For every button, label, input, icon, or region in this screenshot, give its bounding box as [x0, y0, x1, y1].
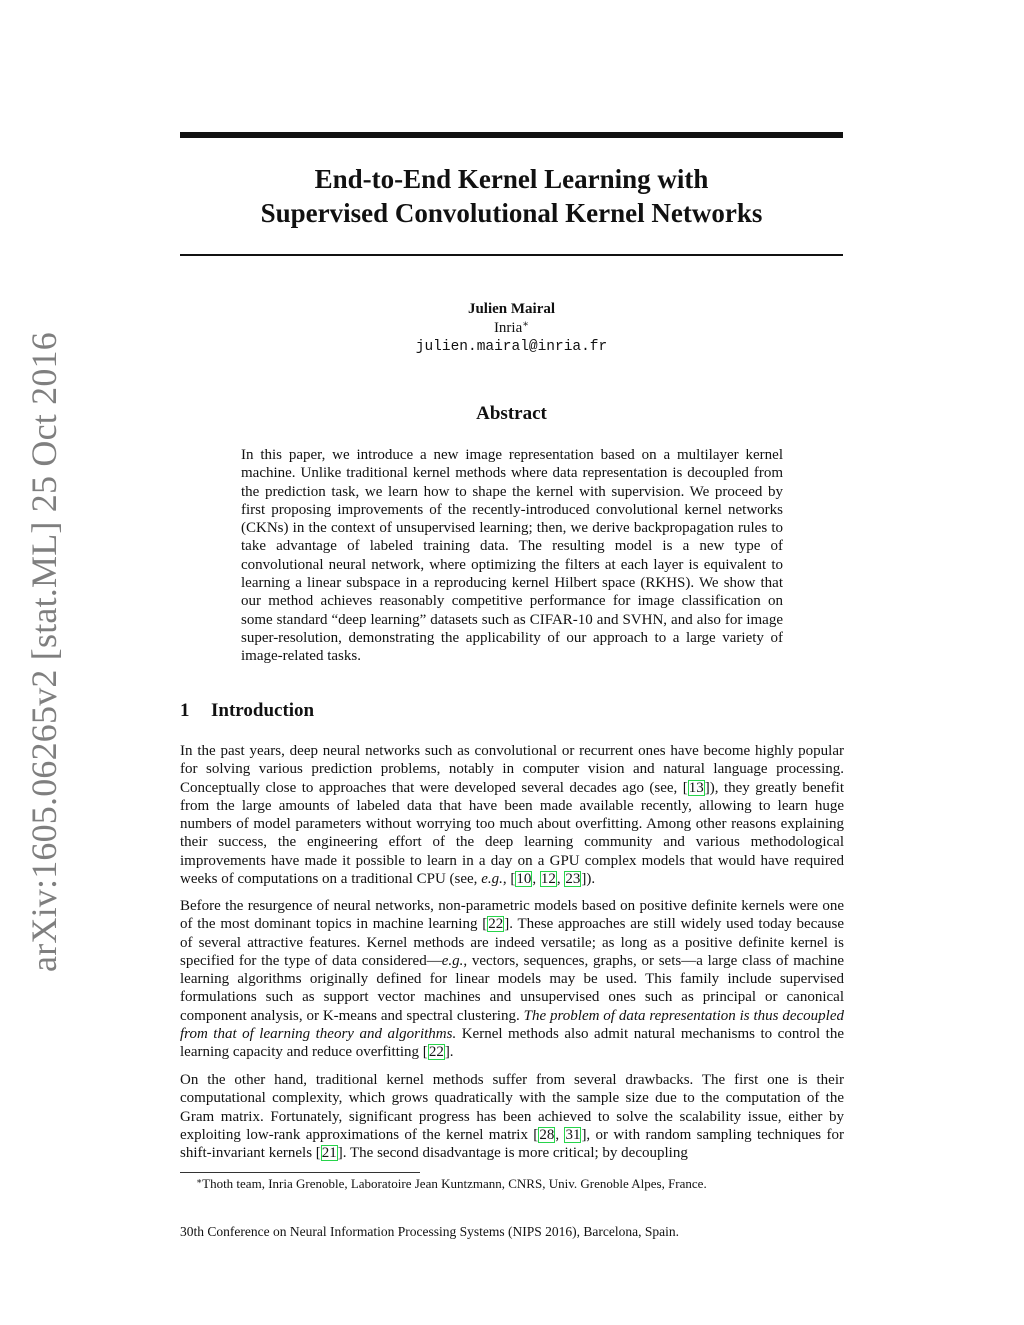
citation-link[interactable]: 22 [428, 1044, 444, 1061]
paragraph-text: , vectors, sequences, graphs, or sets—a large class of machine learning algorithms originally defined for linear models may be used. This family include supervised formulations such as support vector machines and unsupervised ones such as principal or canonical component analysis, or K-means and spectral clustering. [180, 952, 845, 1024]
footnote [196, 1176, 707, 1192]
paper-title-line-2: Supervised Convolutional Kernel Networks [260, 198, 763, 228]
footnote-rule [180, 1172, 420, 1173]
footnote-mark: ∗ [196, 1176, 203, 1186]
author-affiliation [180, 319, 843, 338]
citation-link[interactable]: 12 [540, 871, 556, 888]
title-bottom-rule [180, 254, 843, 256]
arxiv-identifier-stamp: arXiv:1605.06265v2 [stat.ML] 25 Oct 2016 [24, 332, 64, 972]
paragraph-text: ], or with random sampling techniques for shift-invariant kernels [ [180, 1126, 844, 1162]
paragraph-text: On the other hand, traditional kernel methods suffer from several drawbacks. The first one is their computational complexity, which grows quadratically with the sample size due to the computation of the Gram matrix. Fortunately, significant progress has been achieved to solve the scalability issue, either by exploiting low-rank approximations of the kernel matrix [ [180, 1072, 844, 1143]
paragraph-text: ]. The second disadvantage is more critical; by decoupling [337, 1145, 688, 1162]
paragraph-text: ]. [444, 1044, 454, 1061]
citation-link[interactable]: 31 [565, 1126, 581, 1143]
citation-link[interactable]: 10 [516, 871, 532, 888]
citation-link[interactable]: 23 [565, 871, 581, 888]
conference-venue-note: 30th Conference on Neural Information Processing Systems (NIPS 2016), Barcelona, Spain. [180, 1224, 680, 1239]
affiliation-footnote-mark[interactable]: ∗ [522, 319, 530, 330]
section-heading-introduction [180, 700, 314, 722]
footnote-text: Thoth team, Inria Grenoble, Laboratoire Jean Kuntzmann, CNRS, Univ. Grenoble Alpes, France. [202, 1176, 707, 1191]
author-name: Julien Mairal [467, 301, 556, 317]
citation-link[interactable]: 28 [539, 1126, 555, 1143]
abstract-text: In this paper, we introduce a new image representation based on a multilayer kernel machine. Unlike traditional kernel methods where data representation is decoupled from the prediction task, we learn how to shape the kernel with supervision. We proceed by first proposing improvements of the recently-introduced convolutional kernel networks (CKNs) in the context of unsupervised learning; then, we derive backpropagation rules to take advantage of labeled training data. The resulting model is a new type of convolutional neural network, where optimizing the filters at each layer is equivalent to learning a linear subspace in a reproducing kernel Hilbert space (RKHS). We show that our method achieves reasonably competitive performance for image classification on some standard “deep learning” datasets such as CIFAR-10 and SVHN, and also for image super-resolution, demonstrating the applicability of our approach to a large variety of image-related tasks. [241, 447, 783, 665]
intro-paragraph-2 [180, 897, 844, 1062]
paragraph-text: ]). [581, 871, 596, 888]
section-number: 1 [180, 700, 190, 721]
intro-paragraph-1 [180, 742, 844, 888]
paragraph-italic-text: e.g. [481, 871, 503, 888]
intro-paragraph-3 [180, 1071, 844, 1162]
title-top-rule [180, 132, 843, 138]
paragraph-text: ]), they greatly benefit from the large amounts of labeled data that have been made available recently, allowing to learn huge numbers of model parameters without worrying too much about overfitting. Among other reasons explaining their success, the engineering effort of the deep learning community and various methodological improvements have made it possible to learn in a day on a GPU complex models that would have required weeks of computations on a traditional CPU (see, [180, 779, 845, 888]
paper-title-line-1: End-to-End Kernel Learning with [314, 164, 709, 194]
citation-separator: , [556, 871, 565, 888]
paragraph-text: Kernel methods also admit natural mechanisms to control the learning capacity and reduce overfitting [ [180, 1026, 844, 1061]
citation-link[interactable]: 22 [488, 916, 504, 933]
citation-separator: , [555, 1126, 565, 1143]
citation-link[interactable]: 13 [688, 779, 704, 796]
section-title: Introduction [211, 700, 315, 721]
paragraph-italic-text: The problem of data representation is thus decoupled from that of learning theory and algorithms. [180, 1007, 844, 1043]
author-email[interactable]: julien.mairal@inria.fr [415, 339, 608, 355]
author-block [180, 300, 843, 357]
paragraph-text: , [ [502, 871, 516, 888]
abstract-heading: Abstract [476, 403, 547, 424]
citation-separator: , [532, 871, 540, 888]
affiliation-text: Inria [493, 320, 523, 336]
paper-title [180, 162, 843, 230]
citation-link[interactable]: 21 [321, 1145, 337, 1162]
paragraph-text: In the past years, deep neural networks such as convolutional or recurrent ones have become highly popular for solving various prediction problems, notably in computer vision and natural language processing. Conceptually close to approaches that were developed several decades ago (see, [ [180, 743, 844, 796]
paragraph-text: ]. These approaches are still widely used today because of several attractive features. Kernel methods are indeed versatile; as long as a positive definite kernel is specified for the type of data considered— [180, 916, 844, 969]
paragraph-italic-text: e.g. [441, 952, 464, 969]
paragraph-text: Before the resurgence of neural networks, non-parametric models based on positive definite kernels were one of the most dominant topics in machine learning [ [180, 898, 844, 933]
